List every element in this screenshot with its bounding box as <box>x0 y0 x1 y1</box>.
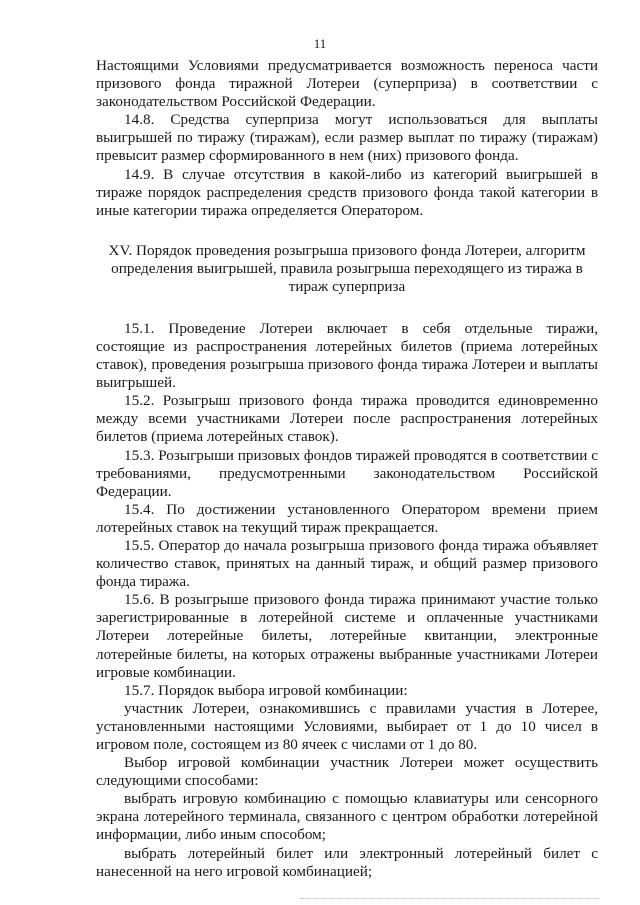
paragraph-14-carryover: Настоящими Условиями предусматривается возможность переноса части призового фонда тиражной Лотереи (суперприза) в соответствии с законодательством Российской Федерации. <box>96 57 598 111</box>
paragraph-15-4: 15.4. По достижении установленного Оператором времени прием лотерейных ставок на текущий тираж прекращается. <box>96 500 598 536</box>
paragraph-15-2: 15.2. Розыгрыш призового фонда тиража проводится единовременно между всеми участниками Лотереи после распространения лотерейных билетов (приема лотерейных ставок). <box>96 392 598 446</box>
paragraph-15-7-method-terminal: выбрать игровую комбинацию с помощью клавиатуры или сенсорного экрана лотерейного терминала, связанного с центром обработки лотерейной информации, либо иным способом; <box>96 790 598 844</box>
paragraph-15-1: 15.1. Проведение Лотереи включает в себя отдельные тиражи, состоящие из распространения лотерейных билетов (приема лотерейных ставок), проведения розыгрыша призового фонда тиража Лотереи и выплаты выигрышей. <box>96 319 598 392</box>
document-body <box>96 57 598 881</box>
paragraph-15-7-participant: участник Лотереи, ознакомившись с правилами участия в Лотерее, установленными настоящими Условиями, выбирает от 1 до 10 чисел в игровом поле, состоящем из 80 ячеек с числами от 1 до 80. <box>96 699 598 753</box>
paragraph-15-5: 15.5. Оператор до начала розыгрыша призового фонда тиража объявляет количество ставок, принятых на данный тираж, и общий размер призового фонда тиража. <box>96 536 598 591</box>
paragraph-15-7-methods: Выбор игровой комбинации участник Лотереи может осуществить следующими способами: <box>96 754 598 790</box>
section-heading: XV. Порядок проведения розыгрыша призового фонда Лотереи, алгоритм определения выигрышей, правила розыгрыша переходящего из тиража в тираж суперприза <box>108 241 586 295</box>
paragraph-15-7: 15.7. Порядок выбора игровой комбинации: <box>124 681 408 699</box>
paragraph-14-9: 14.9. В случае отсутствия в какой-либо из категорий выигрышей в тираже порядок распределения средств призового фонда такой категории в иные категории тиража определяется Оператором. <box>96 165 598 219</box>
scan-artifact <box>300 896 600 899</box>
paragraph-15-3: 15.3. Розыгрыши призовых фондов тиражей проводятся в соответствии с требованиями, предусмотренными законодательством Российской Федерации. <box>96 446 598 500</box>
page-number: 11 <box>313 36 327 51</box>
paragraph-14-8: 14.8. Средства суперприза могут использоваться для выплаты выигрышей по тиражу (тиражам), если размер выплат по тиражу (тиражам) превысит размер сформированного в нем (них) призового фонда. <box>96 111 598 165</box>
paragraph-15-7-method-ticket: выбрать лотерейный билет или электронный лотерейный билет с нанесенной на него игровой комбинацией; <box>96 844 598 880</box>
paragraph-15-6: 15.6. В розыгрыше призового фонда тиража принимают участие только зарегистрированные в лотерейной системе и оплаченные участниками Лотереи лотерейные билеты, лотерейные квитанции, электронные лотерейные билеты, на которых отражены выбранные участниками Лотереи игровые комбинации. <box>96 591 598 681</box>
